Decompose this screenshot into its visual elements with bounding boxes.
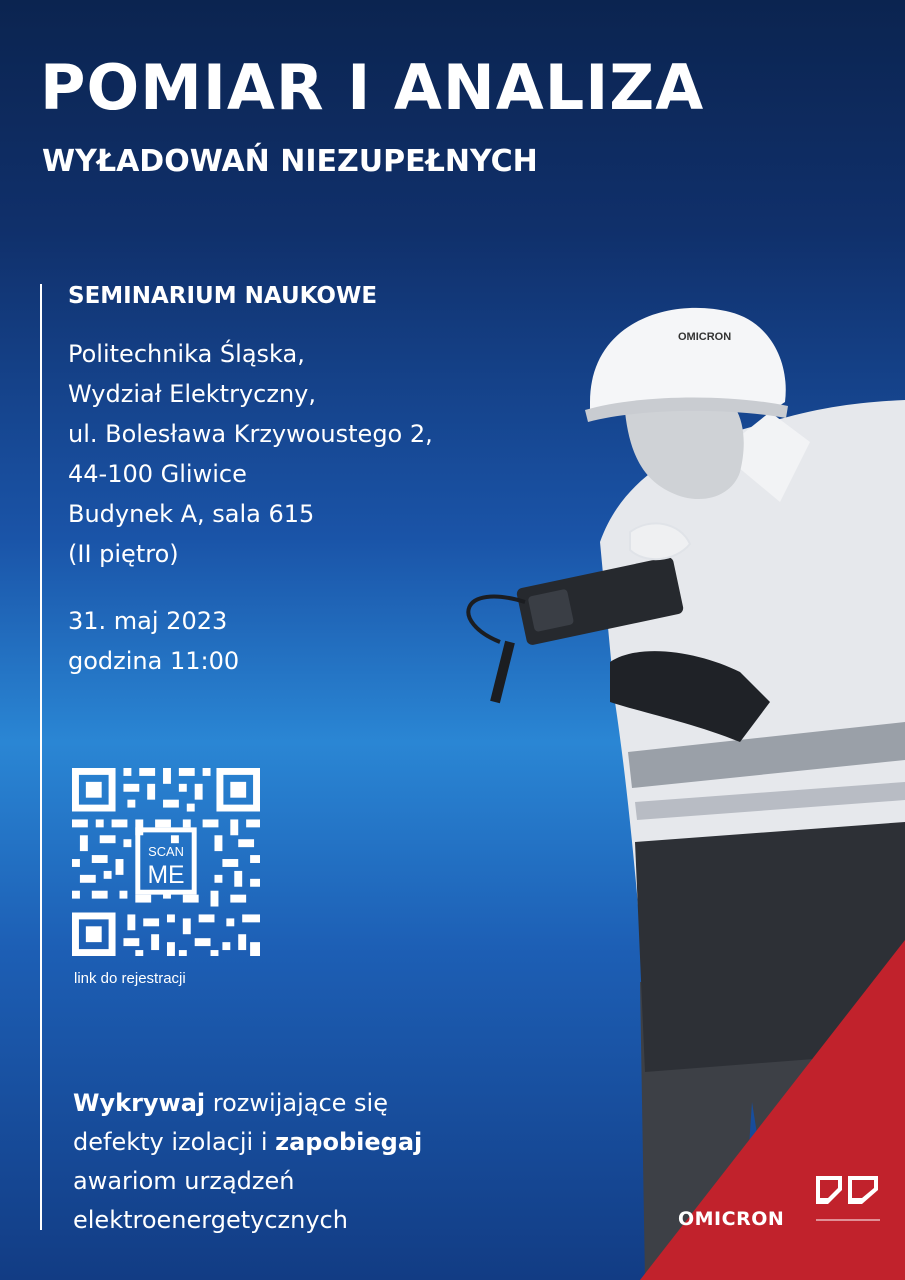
event-date: 31. maj 2023	[68, 607, 228, 635]
omicron-logo-text: OMICRON	[678, 1208, 785, 1230]
helmet-brand-label: OMICRON	[678, 331, 732, 343]
address-line: Wydział Elektryczny,	[68, 380, 316, 408]
tagline-text: awariom urządzeń	[73, 1167, 295, 1195]
page-subtitle: WYŁADOWAŃ NIEZUPEŁNYCH	[42, 144, 538, 179]
address-line: 44-100 Gliwice	[68, 460, 247, 488]
address-line: Budynek A, sala 615	[68, 500, 315, 528]
tagline-keyword-detect: Wykrywaj	[73, 1089, 206, 1117]
registration-qr-code[interactable]	[72, 768, 260, 956]
address-line: (II piętro)	[68, 540, 179, 568]
event-datetime	[68, 601, 239, 681]
event-time: godzina 11:00	[68, 647, 240, 675]
address-line: ul. Bolesława Krzywoustego 2,	[68, 420, 433, 448]
tagline-text: elektroenergetycznych	[73, 1206, 348, 1234]
tagline	[73, 1084, 422, 1240]
page-title: POMIAR I ANALIZA	[40, 51, 705, 124]
qr-me-label: ME	[147, 861, 185, 889]
qr-caption: link do rejestracji	[74, 970, 186, 987]
event-type: SEMINARIUM NAUKOWE	[68, 283, 378, 309]
tagline-text: defekty izolacji i	[73, 1128, 276, 1156]
divider-line	[40, 284, 42, 1230]
address-line: Politechnika Śląska,	[68, 340, 305, 368]
omicron-logo-icon	[816, 1172, 880, 1224]
tagline-text: rozwijające się	[205, 1089, 388, 1117]
event-address	[68, 334, 433, 574]
qr-scan-label: SCAN	[148, 844, 184, 860]
tagline-keyword-prevent: zapobiegaj	[275, 1128, 423, 1156]
